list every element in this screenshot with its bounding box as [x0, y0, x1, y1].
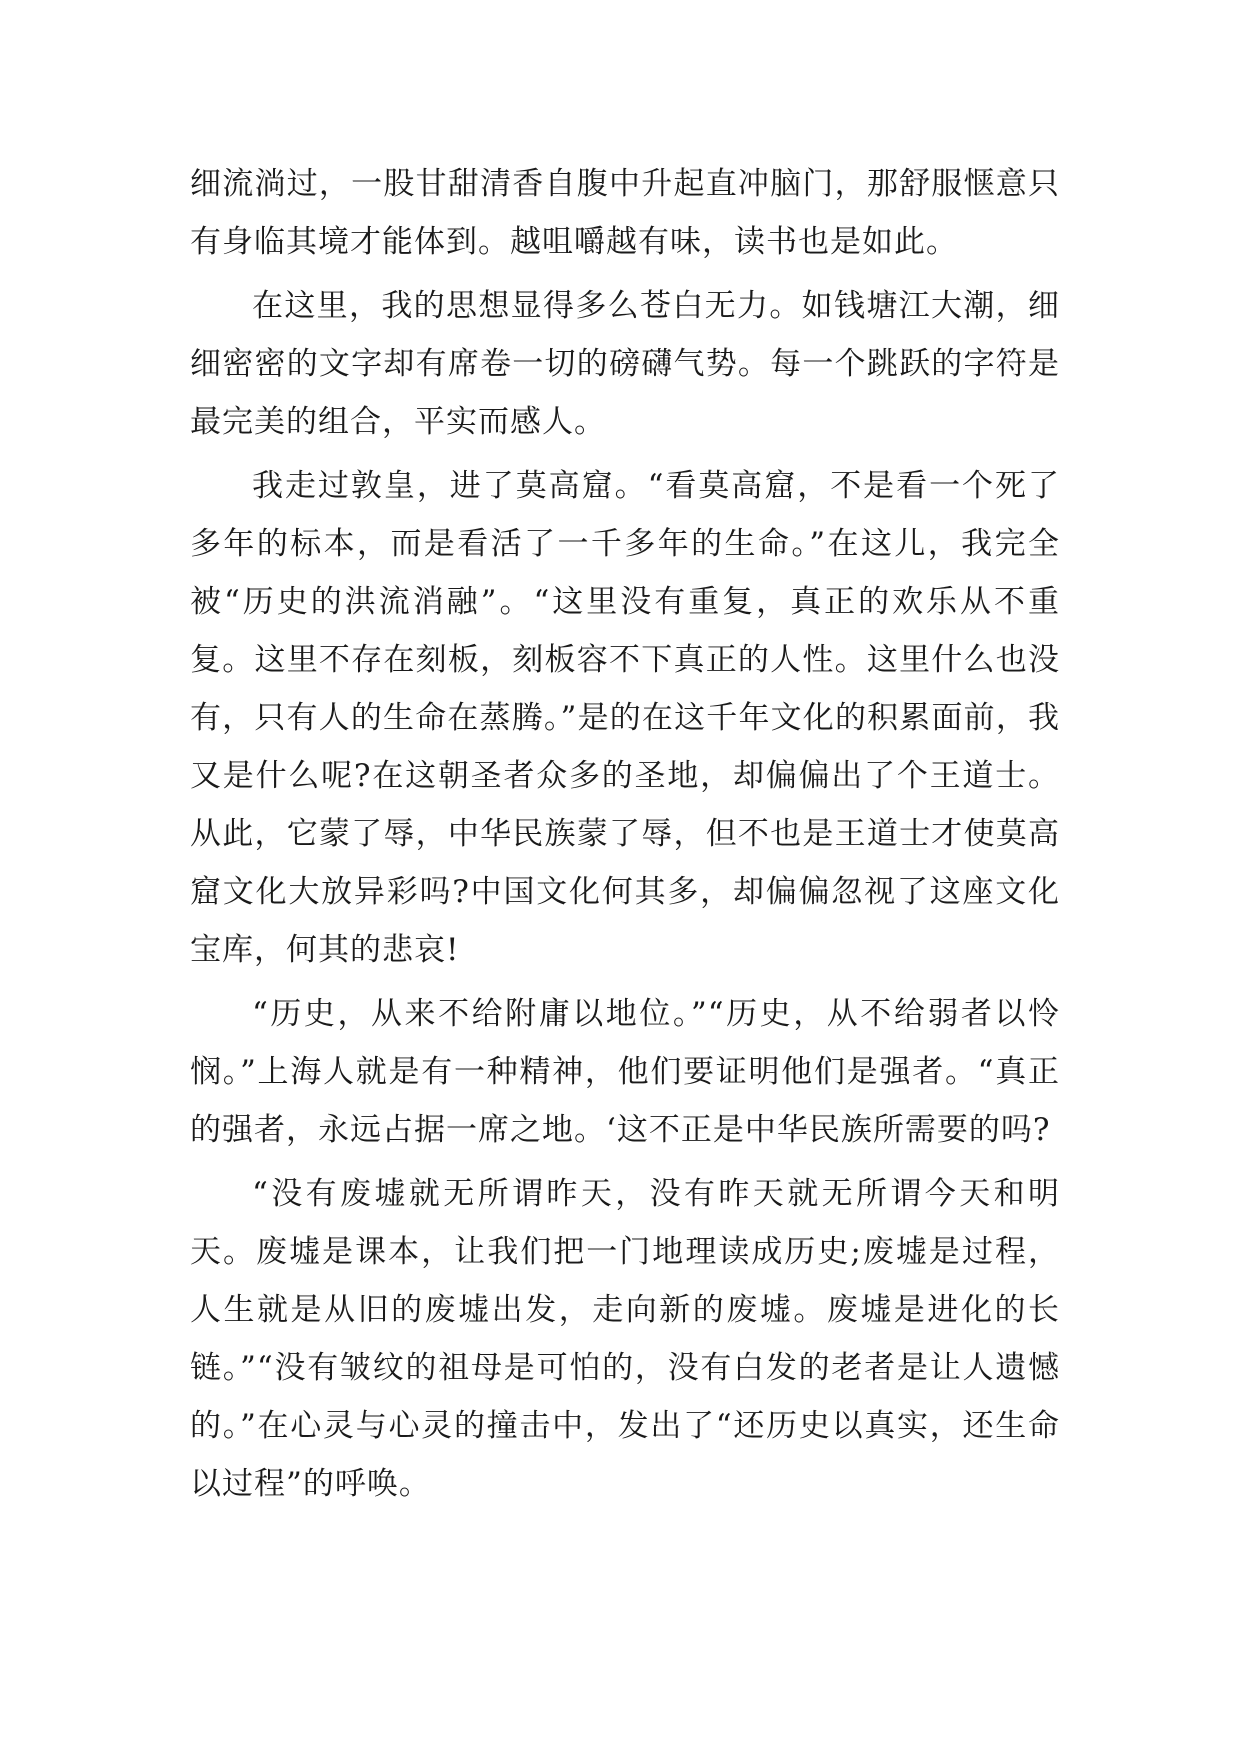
paragraph-1: 细流淌过，一股甘甜清香自腹中升起直冲脑门，那舒服惬意只有身临其境才能体到。越咀嚼越有味，读书也是如此。	[190, 166, 1060, 260]
paragraph-5: “没有废墟就无所谓昨天，没有昨天就无所谓今天和明天。废墟是课本，让我们把一门地理读成历史;废墟是过程，人生就是从旧的废墟出发，走向新的废墟。废墟是进化的长链。”“没有皱纹的祖母是可怕的，没有白发的老者是让人遗憾的。”在心灵与心灵的撞击中，发出了“还历史以真实，还生命以过程”的呼唤。	[190, 1176, 1060, 1502]
paragraph-4: “历史，从来不给附庸以地位。”“历史，从不给弱者以怜悯。”上海人就是有一种精神，他们要证明他们是强者。“真正的强者，永远占据一席之地。‘这不正是中华民族所需要的吗?	[190, 996, 1060, 1148]
paragraph-3: 我走过敦皇，进了莫高窟。“看莫高窟，不是看一个死了多年的标本，而是看活了一千多年的生命。”在这儿，我完全被“历史的洪流消融”。“这里没有重复，真正的欢乐从不重复。这里不存在刻板，刻板容不下真正的人性。这里什么也没有，只有人的生命在蒸腾。”是的在这千年文化的积累面前，我又是什么呢?在这朝圣者众多的圣地，却偏偏出了个王道士。从此，它蒙了辱，中华民族蒙了辱，但不也是王道士才使莫高窟文化大放异彩吗?中国文化何其多，却偏偏忽视了这座文化宝库，何其的悲哀!	[190, 468, 1060, 968]
document-page	[190, 155, 1060, 1519]
paragraph-2: 在这里，我的思想显得多么苍白无力。如钱塘江大潮，细细密密的文字却有席卷一切的磅礴气势。每一个跳跃的字符是最完美的组合，平实而感人。	[190, 288, 1060, 440]
